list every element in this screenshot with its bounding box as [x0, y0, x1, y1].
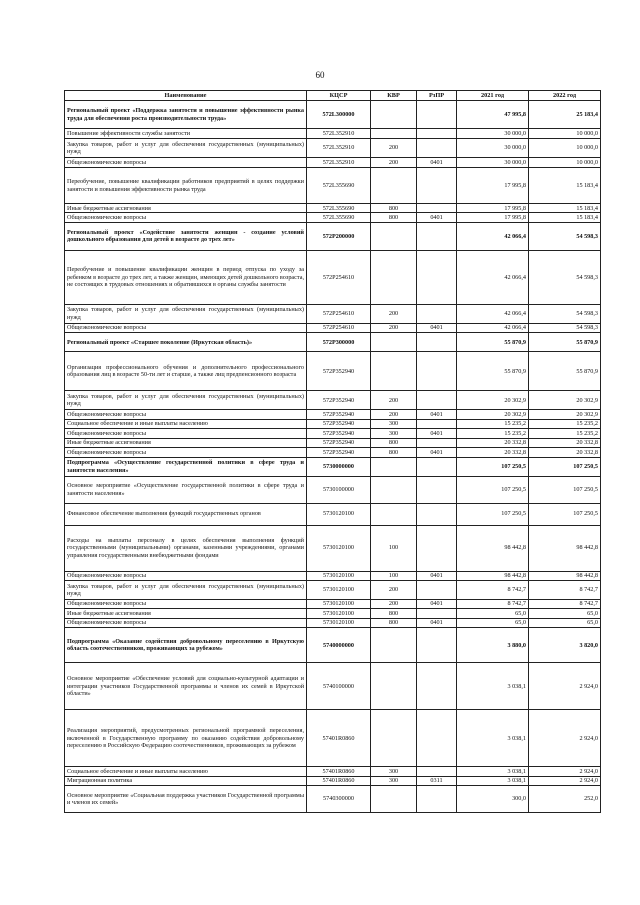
row-kcsr: 5730120100 [307, 618, 371, 627]
table-row [65, 457, 601, 476]
row-kvr: 200 [371, 323, 417, 332]
row-2022: 98 442,8 [529, 571, 601, 580]
header-2021: 2021 год [457, 91, 529, 101]
row-kvr: 800 [371, 204, 417, 213]
row-2022: 54 598,3 [529, 304, 601, 323]
row-2022: 98 442,8 [529, 525, 601, 571]
row-rzpr [417, 139, 457, 158]
table-row [65, 222, 601, 250]
row-name: Общеэкономические вопросы [65, 213, 307, 222]
row-kvr: 100 [371, 571, 417, 580]
row-name: Финансовое обеспечение выполнения функций государственных органов [65, 503, 307, 525]
row-name: Общеэкономические вопросы [65, 599, 307, 608]
row-2022: 15 183,4 [529, 204, 601, 213]
row-2022: 8 742,7 [529, 599, 601, 608]
table-row [65, 139, 601, 158]
row-kvr [371, 129, 417, 139]
row-kcsr: 572P352940 [307, 429, 371, 438]
row-rzpr [417, 168, 457, 204]
row-rzpr [417, 438, 457, 447]
row-kvr: 300 [371, 419, 417, 428]
row-name: Региональный проект «Старшее поколение (Иркутская область)» [65, 333, 307, 352]
row-kvr: 200 [371, 599, 417, 608]
row-rzpr: 0401 [417, 618, 457, 627]
table-row [65, 599, 601, 608]
row-2022: 15 235,2 [529, 429, 601, 438]
row-rzpr [417, 663, 457, 710]
row-2021: 42 066,4 [457, 304, 529, 323]
row-name: Повышение эффективности службы занятости [65, 129, 307, 139]
row-2021: 98 442,8 [457, 525, 529, 571]
row-rzpr [417, 352, 457, 391]
row-rzpr [417, 628, 457, 663]
row-2021: 300,0 [457, 786, 529, 813]
row-2021: 3 038,1 [457, 663, 529, 710]
row-kvr [371, 663, 417, 710]
row-rzpr [417, 101, 457, 129]
row-2022: 252,0 [529, 786, 601, 813]
row-kvr: 100 [371, 525, 417, 571]
row-name: Общеэкономические вопросы [65, 410, 307, 419]
table-row [65, 571, 601, 580]
row-name: Иные бюджетные ассигнования [65, 204, 307, 213]
header-kvr: КВР [371, 91, 417, 101]
row-name: Общеэкономические вопросы [65, 429, 307, 438]
row-2022: 54 598,3 [529, 250, 601, 304]
row-name: Общеэкономические вопросы [65, 323, 307, 332]
row-kvr: 800 [371, 213, 417, 222]
row-name: Подпрограмма «Оказание содействия добровольному переселению в Иркутскую область соотечественников, проживающих за рубежом» [65, 628, 307, 663]
row-2021: 107 250,5 [457, 503, 529, 525]
table-row [65, 323, 601, 332]
row-kvr [371, 710, 417, 767]
row-rzpr: 0401 [417, 571, 457, 580]
row-2021: 15 235,2 [457, 419, 529, 428]
row-rzpr [417, 525, 457, 571]
page-number: 60 [315, 70, 325, 80]
row-kvr: 800 [371, 609, 417, 618]
row-2022: 54 598,3 [529, 323, 601, 332]
row-kvr: 200 [371, 158, 417, 168]
row-kcsr: 572P352940 [307, 448, 371, 457]
row-name: Закупка товаров, работ и услуг для обеспечения государственных (муниципальных) нужд [65, 304, 307, 323]
header-rzpr: РзПР [417, 91, 457, 101]
row-rzpr: 0401 [417, 410, 457, 419]
row-name: Социальное обеспечение и иные выплаты населению [65, 767, 307, 776]
row-rzpr: 0401 [417, 448, 457, 457]
row-kcsr: 572P300000 [307, 333, 371, 352]
row-name: Закупка товаров, работ и услуг для обеспечения государственных (муниципальных) нужд [65, 391, 307, 410]
row-kvr [371, 503, 417, 525]
header-name: Наименование [65, 91, 307, 101]
row-kvr [371, 628, 417, 663]
row-rzpr [417, 204, 457, 213]
row-kvr: 200 [371, 139, 417, 158]
table-row [65, 476, 601, 503]
row-kcsr: 572P200000 [307, 222, 371, 250]
row-name: Общеэкономические вопросы [65, 618, 307, 627]
row-2022: 8 742,7 [529, 580, 601, 599]
row-2022: 20 332,8 [529, 448, 601, 457]
row-kcsr: 572P352940 [307, 410, 371, 419]
row-rzpr: 0401 [417, 599, 457, 608]
row-rzpr [417, 710, 457, 767]
row-2021: 3 038,1 [457, 710, 529, 767]
row-name: Региональный проект «Содействие занятости женщин - создание условий дошкольного образования для детей в возрасте до трех лет» [65, 222, 307, 250]
table-row [65, 580, 601, 599]
row-kvr: 300 [371, 767, 417, 776]
row-name: Закупка товаров, работ и услуг для обеспечения государственных (муниципальных) нужд [65, 139, 307, 158]
row-kvr: 200 [371, 410, 417, 419]
row-2021: 42 066,4 [457, 222, 529, 250]
row-2022: 20 302,9 [529, 410, 601, 419]
row-kcsr: 572L355690 [307, 213, 371, 222]
row-kvr [371, 168, 417, 204]
row-2022: 15 183,4 [529, 213, 601, 222]
row-rzpr [417, 767, 457, 776]
row-kcsr: 572L355690 [307, 168, 371, 204]
row-2021: 20 332,8 [457, 438, 529, 447]
table-row [65, 129, 601, 139]
header-kcsr: КЦСР [307, 91, 371, 101]
row-kcsr: 5730120100 [307, 580, 371, 599]
budget-table [64, 90, 601, 813]
row-rzpr: 0401 [417, 429, 457, 438]
table-row [65, 250, 601, 304]
table-row [65, 410, 601, 419]
table-row [65, 213, 601, 222]
row-name: Общеэкономические вопросы [65, 448, 307, 457]
table-body [65, 101, 601, 813]
row-2022: 20 302,9 [529, 391, 601, 410]
row-name: Переобучение, повышение квалификации работников предприятий в целях поддержки занятости и повышения эффективности рынка труда [65, 168, 307, 204]
row-kvr [371, 457, 417, 476]
row-rzpr [417, 250, 457, 304]
row-2022: 2 924,0 [529, 663, 601, 710]
row-kcsr: 572L355690 [307, 204, 371, 213]
table-row [65, 609, 601, 618]
table-header-row [65, 91, 601, 101]
row-kcsr: 5740000000 [307, 628, 371, 663]
table-row [65, 419, 601, 428]
row-2022: 2 924,0 [529, 767, 601, 776]
table-row [65, 710, 601, 767]
row-name: Основное мероприятие «Осуществление государственной политики в сфере труда и занятости населения» [65, 476, 307, 503]
row-name: Общеэкономические вопросы [65, 158, 307, 168]
table-row [65, 786, 601, 813]
row-2022: 65,0 [529, 609, 601, 618]
row-kvr [371, 352, 417, 391]
table-row [65, 101, 601, 129]
row-rzpr [417, 304, 457, 323]
row-2021: 3 880,0 [457, 628, 529, 663]
row-kcsr: 572P352940 [307, 419, 371, 428]
row-name: Социальное обеспечение и иные выплаты населению [65, 419, 307, 428]
table-row [65, 663, 601, 710]
table-row [65, 767, 601, 776]
table-row [65, 618, 601, 627]
row-2022: 15 183,4 [529, 168, 601, 204]
row-kvr: 300 [371, 429, 417, 438]
table-row [65, 503, 601, 525]
header-2022: 2022 год [529, 91, 601, 101]
row-kvr [371, 250, 417, 304]
row-name: Реализация мероприятий, предусмотренных региональной программой переселения, включенной в Государственную программу по оказанию содействия добровольному переселению в Российскую Федерацию соотечественников, проживающих за рубежом [65, 710, 307, 767]
row-rzpr [417, 609, 457, 618]
row-rzpr [417, 333, 457, 352]
row-2021: 42 066,4 [457, 250, 529, 304]
row-kcsr: 572P352940 [307, 391, 371, 410]
row-2021: 30 000,0 [457, 139, 529, 158]
row-2022: 2 924,0 [529, 776, 601, 785]
row-rzpr: 0401 [417, 158, 457, 168]
row-name: Расходы на выплаты персоналу в целях обеспечения выполнения функций государственными (муниципальными) органами, казенными учреждениями, органами управления государственными внебюджетными фондами [65, 525, 307, 571]
row-2021: 47 995,8 [457, 101, 529, 129]
table-row [65, 429, 601, 438]
row-rzpr [417, 457, 457, 476]
row-2022: 20 332,8 [529, 438, 601, 447]
row-2022: 55 870,9 [529, 333, 601, 352]
table-row [65, 438, 601, 447]
row-2021: 42 066,4 [457, 323, 529, 332]
row-kcsr: 572P352940 [307, 352, 371, 391]
row-name: Основное мероприятие «Социальная поддержка участников Государственной программы и членов их семей» [65, 786, 307, 813]
row-2022: 10 000,0 [529, 158, 601, 168]
row-rzpr: 0311 [417, 776, 457, 785]
row-rzpr [417, 476, 457, 503]
row-name: Иные бюджетные ассигнования [65, 609, 307, 618]
row-2022: 65,0 [529, 618, 601, 627]
row-rzpr [417, 222, 457, 250]
row-kcsr: 5730120100 [307, 599, 371, 608]
row-kcsr: 57401R0860 [307, 710, 371, 767]
table-row [65, 391, 601, 410]
row-name: Переобучение и повышение квалификации женщин в период отпуска по уходу за ребенком в возрасте до трех лет, а также женщин, имеющих детей дошкольного возраста, не состоящих в трудовых отношениях и обратившихся в органы службы занятости [65, 250, 307, 304]
row-2021: 8 742,7 [457, 599, 529, 608]
row-rzpr [417, 129, 457, 139]
row-rzpr [417, 580, 457, 599]
row-2022: 107 250,5 [529, 457, 601, 476]
row-2021: 17 995,8 [457, 204, 529, 213]
row-2021: 98 442,8 [457, 571, 529, 580]
row-kcsr: 572P254610 [307, 250, 371, 304]
table-row [65, 525, 601, 571]
row-kvr [371, 476, 417, 503]
row-kvr: 800 [371, 438, 417, 447]
row-2022: 107 250,5 [529, 503, 601, 525]
row-kcsr: 5730000000 [307, 457, 371, 476]
row-name: Закупка товаров, работ и услуг для обеспечения государственных (муниципальных) нужд [65, 580, 307, 599]
row-rzpr [417, 786, 457, 813]
row-2021: 65,0 [457, 609, 529, 618]
row-2022: 2 924,0 [529, 710, 601, 767]
row-2021: 20 332,8 [457, 448, 529, 457]
row-kcsr: 57401R0860 [307, 776, 371, 785]
row-kcsr: 572P352940 [307, 438, 371, 447]
row-rzpr: 0401 [417, 213, 457, 222]
table-row [65, 304, 601, 323]
row-name: Основное мероприятие «Обеспечение условий для социально-культурной адаптации и интеграции участников Государственной программы и членов их семей в Иркутской области» [65, 663, 307, 710]
table-row [65, 168, 601, 204]
row-rzpr [417, 419, 457, 428]
table-row [65, 158, 601, 168]
row-2022: 3 820,0 [529, 628, 601, 663]
row-2021: 17 995,8 [457, 168, 529, 204]
row-2021: 30 000,0 [457, 129, 529, 139]
row-2021: 30 000,0 [457, 158, 529, 168]
row-2021: 55 870,9 [457, 333, 529, 352]
row-2021: 3 038,1 [457, 776, 529, 785]
row-kvr [371, 101, 417, 129]
row-kcsr: 5740100000 [307, 663, 371, 710]
row-name: Организация профессионального обучения и дополнительного профессионального образования лиц в возрасте 50-ти лет и старше, а также лиц предпенсионного возраста [65, 352, 307, 391]
row-name: Подпрограмма «Осуществление государственной политики в сфере труда и занятости населения» [65, 457, 307, 476]
row-kvr: 300 [371, 776, 417, 785]
row-kvr: 800 [371, 448, 417, 457]
table-row [65, 448, 601, 457]
row-2021: 107 250,5 [457, 476, 529, 503]
row-rzpr: 0401 [417, 323, 457, 332]
row-name: Региональный проект «Поддержка занятости и повышение эффективности рынка труда для обеспечения роста производительности труда» [65, 101, 307, 129]
row-name: Иные бюджетные ассигнования [65, 438, 307, 447]
row-kcsr: 572P254610 [307, 304, 371, 323]
row-kcsr: 572L300000 [307, 101, 371, 129]
row-2021: 107 250,5 [457, 457, 529, 476]
row-kcsr: 5740300000 [307, 786, 371, 813]
row-2022: 25 183,4 [529, 101, 601, 129]
row-rzpr [417, 503, 457, 525]
row-kvr: 200 [371, 580, 417, 599]
row-2021: 55 870,9 [457, 352, 529, 391]
row-kvr [371, 222, 417, 250]
row-rzpr [417, 391, 457, 410]
row-kcsr: 572L352910 [307, 158, 371, 168]
row-2021: 15 235,2 [457, 429, 529, 438]
row-2022: 107 250,5 [529, 476, 601, 503]
row-name: Общеэкономические вопросы [65, 571, 307, 580]
row-kcsr: 5730120100 [307, 571, 371, 580]
row-kvr [371, 333, 417, 352]
row-kvr: 200 [371, 304, 417, 323]
row-2021: 20 302,9 [457, 391, 529, 410]
row-kvr [371, 786, 417, 813]
row-2021: 20 302,9 [457, 410, 529, 419]
row-2021: 17 995,8 [457, 213, 529, 222]
table-row [65, 352, 601, 391]
row-kcsr: 572L352910 [307, 129, 371, 139]
row-kcsr: 57401R0860 [307, 767, 371, 776]
row-kvr: 800 [371, 618, 417, 627]
row-kcsr: 5730120100 [307, 503, 371, 525]
table-row [65, 204, 601, 213]
row-2021: 65,0 [457, 618, 529, 627]
row-2022: 15 235,2 [529, 419, 601, 428]
row-2022: 10 000,0 [529, 139, 601, 158]
row-kcsr: 572L352910 [307, 139, 371, 158]
row-2022: 10 000,0 [529, 129, 601, 139]
table-row [65, 628, 601, 663]
row-2021: 8 742,7 [457, 580, 529, 599]
row-kcsr: 572P254610 [307, 323, 371, 332]
row-name: Миграционная политика [65, 776, 307, 785]
table-row [65, 333, 601, 352]
row-2021: 3 038,1 [457, 767, 529, 776]
row-kvr: 200 [371, 391, 417, 410]
table-row [65, 776, 601, 785]
row-kcsr: 5730120100 [307, 525, 371, 571]
row-2022: 55 870,9 [529, 352, 601, 391]
row-kcsr: 5730120100 [307, 609, 371, 618]
row-2022: 54 598,3 [529, 222, 601, 250]
row-kcsr: 5730100000 [307, 476, 371, 503]
